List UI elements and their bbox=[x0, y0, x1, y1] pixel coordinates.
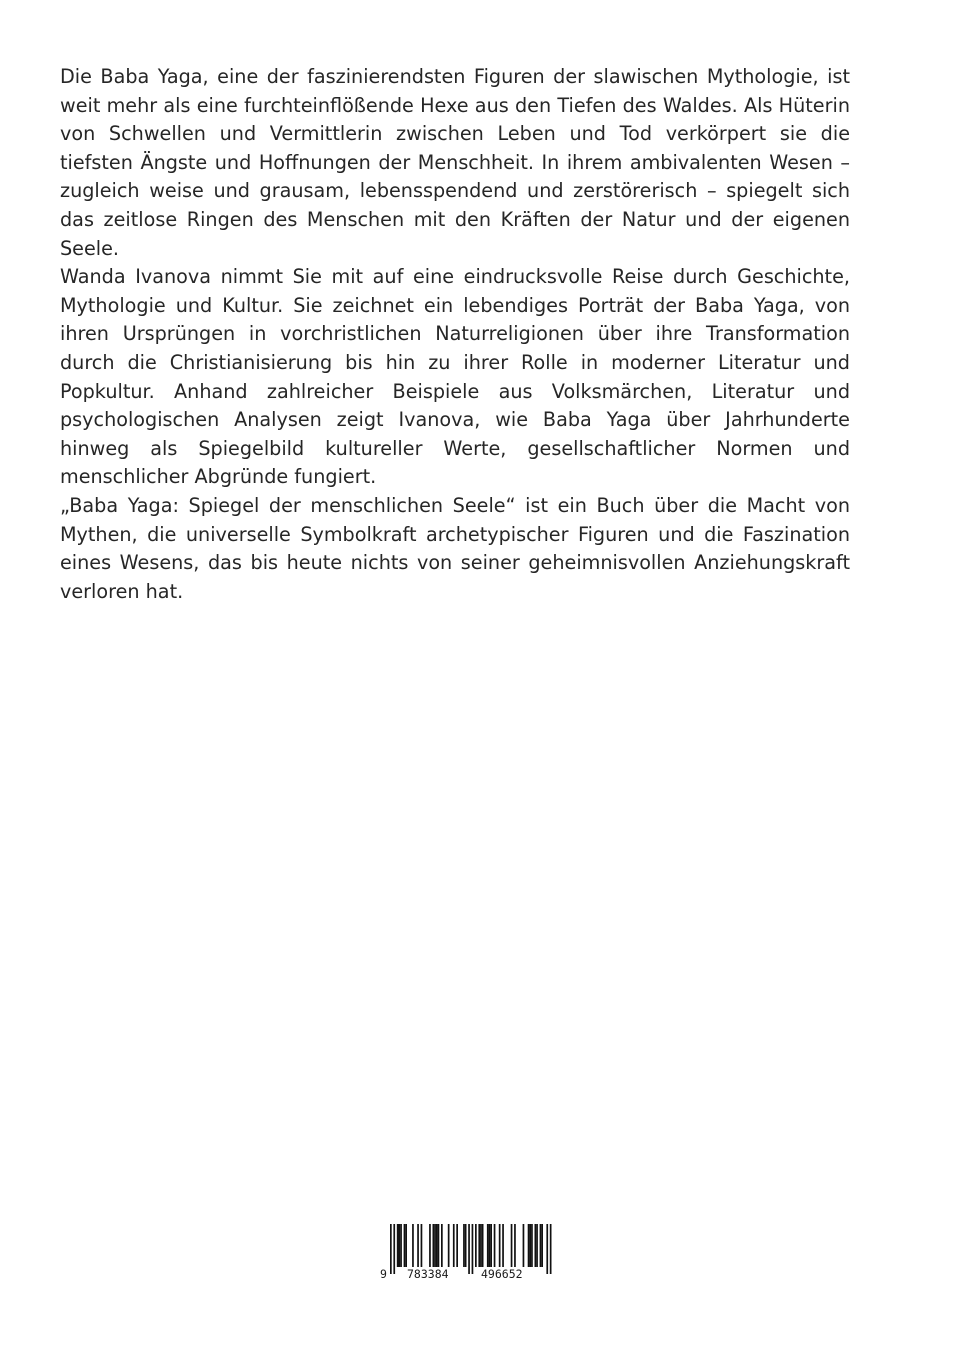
barcode-bar-26 bbox=[482, 1224, 484, 1267]
barcode-bar-1 bbox=[393, 1224, 395, 1274]
barcode-bar-39 bbox=[535, 1224, 537, 1267]
blurb-paragraph-2: Wanda Ivanova nimmt Sie mit auf eine eindrucksvolle Reise durch Geschichte, Mythologie und Kultur. Sie zeichnet ein lebendiges Porträt der Baba Yaga, von ihren Ursprüngen in vorchristlichen Naturreligionen über ihre Transformation durch die Christianisierung bis hin zu ihrer Rolle in moderner Literatur und Popkultur. Anhand zahlreicher Beispiele aus Volksmärchen, Literatur und psychologischen Analysen zeigt Ivanova, wie Baba Yaga über Jahrhunderte hinweg als Spiegelbild kultureller Werte, gesellschaftlicher Normen und menschlicher Abgründe fungiert. bbox=[60, 265, 850, 489]
barcode-bar-36 bbox=[528, 1224, 530, 1267]
barcode-bar-14 bbox=[438, 1224, 440, 1267]
barcode-bar-27 bbox=[487, 1224, 489, 1267]
barcode-bar-20 bbox=[465, 1224, 467, 1267]
barcode-bar-28 bbox=[489, 1224, 491, 1267]
barcode-bar-18 bbox=[456, 1224, 458, 1267]
blurb-paragraph-1: Die Baba Yaga, eine der faszinierendsten Figuren der slawischen Mythologie, ist weit mehr als eine furchteinflößende Hexe aus den Tiefen des Waldes. Als Hüterin von Schwellen und Vermittlerin zwischen Leben und Tod verkörpert sie die tiefsten Ängste und Hoffnungen der Menschheit. In ihrem ambivalenten Wesen – zugleich weise und grausam, lebensspendend und zerstörerisch – spiegelt sich das zeitlose Ringen des Menschen mit den Kräften der Natur und der eigenen Seele. bbox=[60, 65, 850, 260]
barcode-bar-6 bbox=[405, 1224, 407, 1267]
barcode-bar-30 bbox=[494, 1224, 496, 1267]
barcode-bar-2 bbox=[397, 1224, 399, 1267]
barcode-bar-7 bbox=[412, 1224, 414, 1267]
barcode-bar-11 bbox=[433, 1224, 435, 1267]
barcode-bar-12 bbox=[434, 1224, 436, 1267]
barcode-bar-22 bbox=[472, 1224, 474, 1274]
blurb-paragraph-3: „Baba Yaga: Spiegel der menschlichen Seele“ ist ein Buch über die Macht von Mythen, die universelle Symbolkraft archetypischer Figuren und die Faszination eines Wesens, das bis heute nichts von seiner geheimnisvollen Anziehungskraft verloren hat. bbox=[60, 493, 850, 603]
isbn-barcode bbox=[378, 1222, 558, 1282]
barcode-bar-41 bbox=[540, 1224, 542, 1267]
barcode-bar-15 bbox=[441, 1224, 443, 1267]
barcode-bar-29 bbox=[490, 1224, 492, 1267]
barcode-bar-8 bbox=[417, 1224, 419, 1267]
barcode-bar-5 bbox=[404, 1224, 406, 1267]
barcode-bar-16 bbox=[448, 1224, 450, 1267]
barcode-bar-25 bbox=[480, 1224, 482, 1267]
barcode-bar-40 bbox=[536, 1224, 538, 1267]
barcode-bar-19 bbox=[463, 1224, 465, 1267]
barcode-bar-24 bbox=[478, 1224, 480, 1267]
barcode-bar-31 bbox=[499, 1224, 501, 1267]
barcode-bar-17 bbox=[453, 1224, 455, 1267]
barcode-bar-3 bbox=[399, 1224, 401, 1267]
barcode-bar-37 bbox=[529, 1224, 531, 1267]
barcode-bar-42 bbox=[541, 1224, 543, 1267]
barcode-bar-13 bbox=[436, 1224, 438, 1267]
barcode-bar-9 bbox=[421, 1224, 423, 1267]
barcode-bar-33 bbox=[511, 1224, 513, 1267]
barcode-right-digits: 496652 bbox=[481, 1267, 523, 1281]
barcode-bar-44 bbox=[550, 1224, 552, 1274]
barcode-bar-32 bbox=[502, 1224, 504, 1267]
barcode-bar-43 bbox=[546, 1224, 548, 1274]
barcode-left-digits: 783384 bbox=[407, 1267, 449, 1281]
barcode-graphic bbox=[378, 1222, 558, 1282]
barcode-bar-23 bbox=[475, 1224, 477, 1267]
barcode-bar-0 bbox=[390, 1224, 392, 1274]
blurb-text bbox=[60, 63, 850, 606]
barcode-first-digit: 9 bbox=[380, 1267, 387, 1281]
barcode-bar-38 bbox=[531, 1224, 533, 1267]
barcode-bar-4 bbox=[400, 1224, 402, 1267]
barcode-bar-35 bbox=[523, 1224, 525, 1267]
barcode-bar-10 bbox=[429, 1224, 431, 1267]
barcode-bar-34 bbox=[514, 1224, 516, 1267]
barcode-bar-21 bbox=[468, 1224, 470, 1274]
